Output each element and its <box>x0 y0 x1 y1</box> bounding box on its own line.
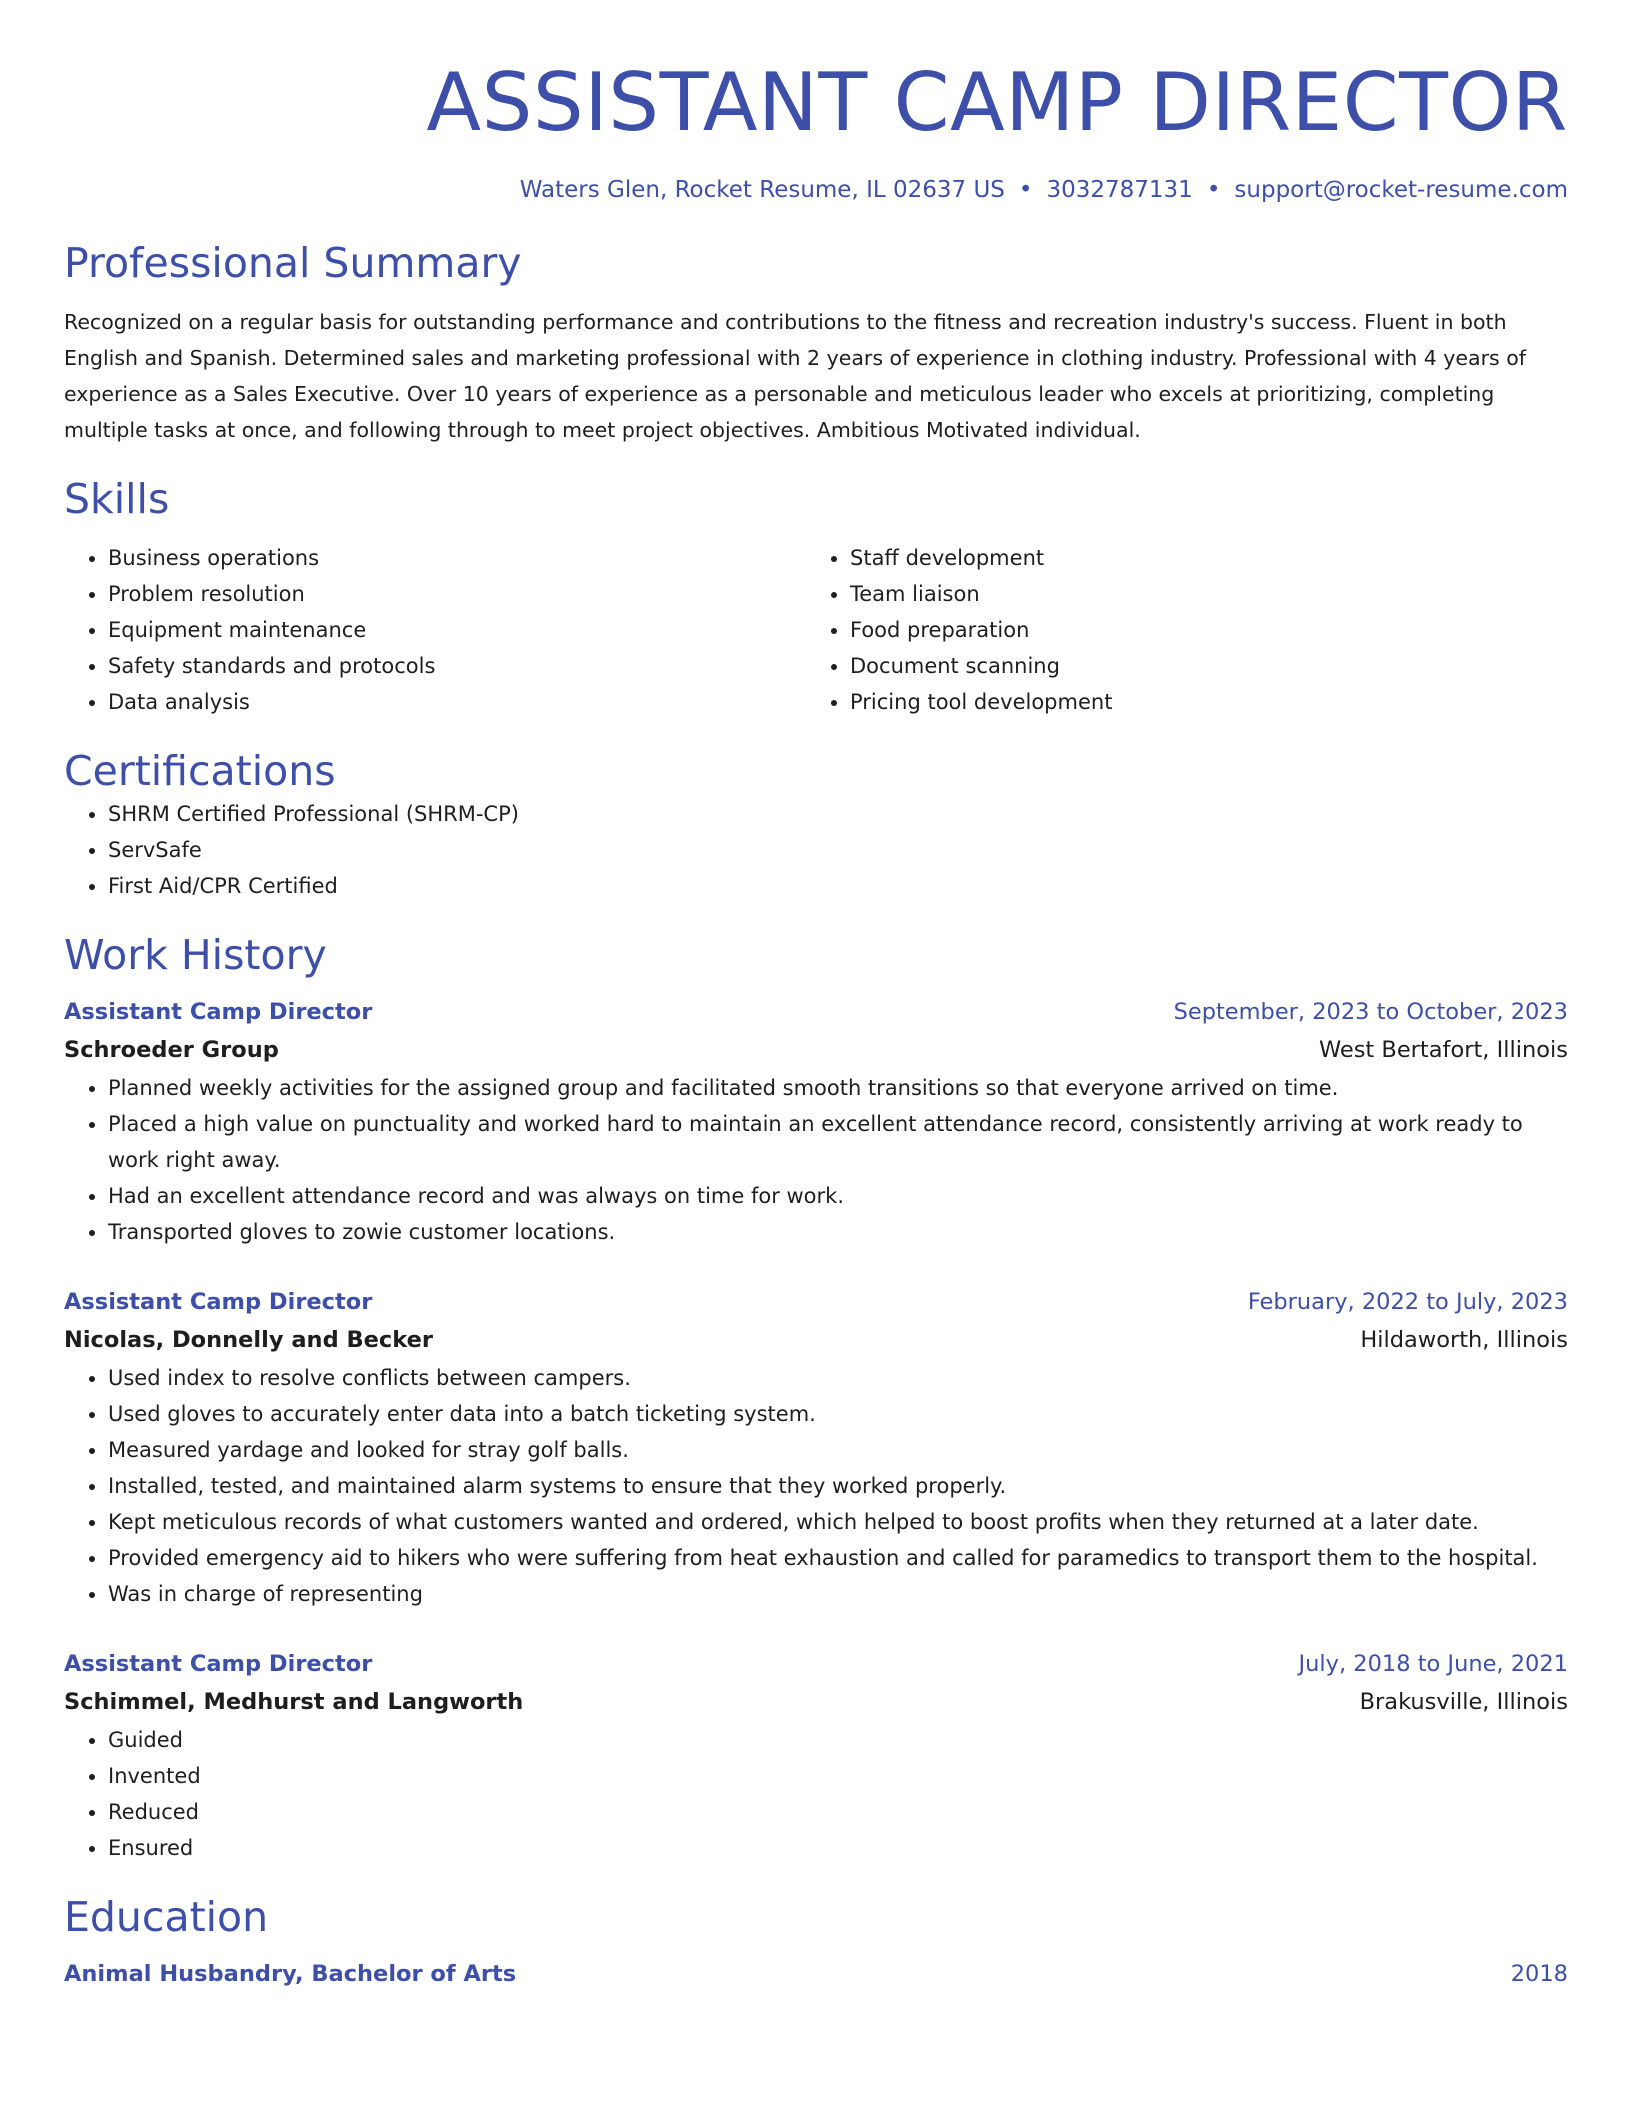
job-entry <box>64 1284 1568 1612</box>
skills-column-right <box>806 540 1548 720</box>
skill-item: • Business operations <box>108 540 806 576</box>
summary-text: Recognized on a regular basis for outstanding performance and contributions to the fitness and recreation industry's success. Fluent in both English and Spanish. Determined sales and marketing professional with 2 years of experience in clothing industry. Professional with 4 years of experience as a Sales Executive. Over 10 years of experience as a personable and meticulous leader who excels at prioritizing, completing multiple tasks at once, and following through to meet project objectives. Ambitious Motivated individual. <box>64 310 1526 442</box>
skill-item: • Pricing tool development <box>850 684 1548 720</box>
job-duties-list <box>64 1360 1568 1612</box>
contact-address: Waters Glen, Rocket Resume, IL 02637 US <box>519 177 1005 203</box>
contact-separator: • <box>1206 177 1221 203</box>
job-duty: • Used index to resolve conflicts between campers. <box>108 1360 1568 1396</box>
skill-item: • Staff development <box>850 540 1548 576</box>
contact-separator: • <box>1018 177 1033 203</box>
education-row <box>64 1956 1568 1992</box>
work-history-heading: Work History <box>64 931 327 979</box>
job-duty: • Ensured <box>108 1830 1568 1866</box>
certification-item: • ServSafe <box>108 832 1568 868</box>
job-company: Schroeder Group <box>64 1037 279 1063</box>
job-duty: • Had an excellent attendance record and was always on time for work. <box>108 1178 1568 1214</box>
contact-line <box>64 174 1568 206</box>
job-title: Assistant Camp Director <box>64 1289 373 1315</box>
job-company: Nicolas, Donnelly and Becker <box>64 1327 433 1353</box>
job-duty: • Installed, tested, and maintained alarm systems to ensure that they worked properly. <box>108 1468 1568 1504</box>
skill-item: • Safety standards and protocols <box>108 648 806 684</box>
skill-item: • Team liaison <box>850 576 1548 612</box>
job-dates: February, 2022 to July, 2023 <box>1247 1289 1568 1315</box>
job-duty: • Planned weekly activities for the assigned group and facilitated smooth transitions so that everyone arrived on time. <box>108 1070 1568 1106</box>
job-duty: • Invented <box>108 1758 1568 1794</box>
job-header-row <box>64 1646 1568 1682</box>
job-duty: • Measured yardage and looked for stray golf balls. <box>108 1432 1568 1468</box>
job-duty: • Kept meticulous records of what customers wanted and ordered, which helped to boost profits when they returned at a later date. <box>108 1504 1568 1540</box>
certification-item: • SHRM Certified Professional (SHRM-CP) <box>108 796 1568 832</box>
education-year: 2018 <box>1510 1961 1568 1987</box>
job-duty: • Reduced <box>108 1794 1568 1830</box>
skill-item: • Data analysis <box>108 684 806 720</box>
skill-item: • Document scanning <box>850 648 1548 684</box>
job-dates: July, 2018 to June, 2021 <box>1298 1651 1568 1677</box>
job-header-row <box>64 994 1568 1030</box>
job-employer-row <box>64 1030 1568 1070</box>
skills-list-left <box>64 540 806 720</box>
job-employer-row <box>64 1320 1568 1360</box>
job-employer-row <box>64 1682 1568 1722</box>
job-title: Assistant Camp Director <box>64 1651 373 1677</box>
certifications-heading: Certifications <box>64 747 336 795</box>
certifications-list <box>64 796 1568 904</box>
job-location: Hildaworth, Illinois <box>1360 1327 1568 1353</box>
skills-grid <box>64 540 1568 720</box>
resume-page <box>64 0 1568 1992</box>
education-degree: Animal Husbandry, Bachelor of Arts <box>64 1961 517 1987</box>
job-duty: • Used gloves to accurately enter data into a batch ticketing system. <box>108 1396 1568 1432</box>
job-title: Assistant Camp Director <box>64 999 373 1025</box>
skills-list-right <box>806 540 1548 720</box>
job-header-row <box>64 1284 1568 1320</box>
education-heading: Education <box>64 1893 269 1941</box>
certification-item: • First Aid/CPR Certified <box>108 868 1568 904</box>
contact-email: support@rocket-resume.com <box>1234 177 1568 203</box>
job-entry <box>64 994 1568 1250</box>
job-duty: • Placed a high value on punctuality and worked hard to maintain an excellent attendance record, consistently arriving at work ready to work right away. <box>108 1106 1568 1178</box>
skills-column-left <box>64 540 806 720</box>
job-company: Schimmel, Medhurst and Langworth <box>64 1689 524 1715</box>
job-entry <box>64 1646 1568 1866</box>
job-duties-list <box>64 1070 1568 1250</box>
skill-item: • Food preparation <box>850 612 1548 648</box>
job-duty: • Transported gloves to zowie customer locations. <box>108 1214 1568 1250</box>
job-duties-list <box>64 1722 1568 1866</box>
job-dates: September, 2023 to October, 2023 <box>1173 999 1568 1025</box>
skill-item: • Equipment maintenance <box>108 612 806 648</box>
job-location: West Bertafort, Illinois <box>1318 1037 1568 1063</box>
job-duty: • Provided emergency aid to hikers who were suffering from heat exhaustion and called for paramedics to transport them to the hospital. <box>108 1540 1568 1576</box>
skill-item: • Problem resolution <box>108 576 806 612</box>
resume-title: ASSISTANT CAMP DIRECTOR <box>426 56 1568 149</box>
job-duty: • Guided <box>108 1722 1568 1758</box>
summary-heading: Professional Summary <box>64 239 522 287</box>
job-location: Brakusville, Illinois <box>1359 1689 1568 1715</box>
contact-phone: 3032787131 <box>1046 177 1193 203</box>
skills-heading: Skills <box>64 475 170 523</box>
job-duty: • Was in charge of representing <box>108 1576 1568 1612</box>
